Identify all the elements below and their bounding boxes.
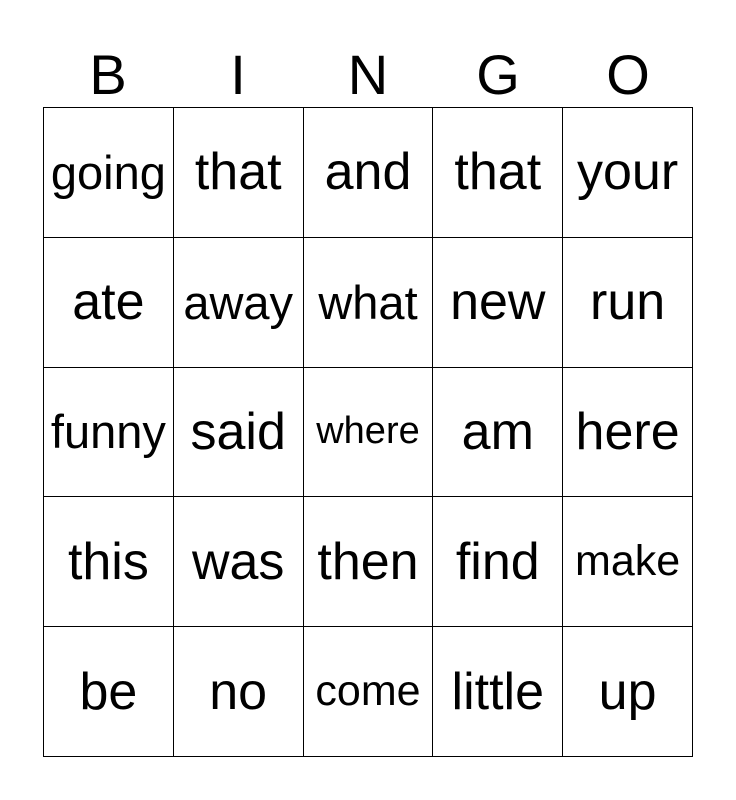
- bingo-cell[interactable]: up: [563, 627, 693, 757]
- bingo-cell[interactable]: said: [174, 368, 304, 498]
- header-letter-g: G: [476, 43, 520, 106]
- header-letter-i: I: [230, 43, 246, 106]
- bingo-cell[interactable]: little: [433, 627, 563, 757]
- bingo-cell[interactable]: find: [433, 497, 563, 627]
- bingo-cell[interactable]: funny: [44, 368, 174, 498]
- header-letter-b: B: [89, 43, 127, 106]
- bingo-cell[interactable]: going: [44, 108, 174, 238]
- bingo-cell[interactable]: then: [304, 497, 434, 627]
- bingo-cell[interactable]: that: [174, 108, 304, 238]
- bingo-cell[interactable]: ate: [44, 238, 174, 368]
- bingo-cell[interactable]: that: [433, 108, 563, 238]
- bingo-cell[interactable]: run: [563, 238, 693, 368]
- bingo-cell[interactable]: am: [433, 368, 563, 498]
- bingo-card-grid: [43, 107, 693, 757]
- bingo-cell[interactable]: make: [563, 497, 693, 627]
- bingo-cell[interactable]: this: [44, 497, 174, 627]
- bingo-cell[interactable]: here: [563, 368, 693, 498]
- header-letter-o: O: [606, 43, 650, 106]
- bingo-cell[interactable]: away: [174, 238, 304, 368]
- bingo-cell[interactable]: new: [433, 238, 563, 368]
- bingo-cell[interactable]: be: [44, 627, 174, 757]
- bingo-cell[interactable]: where: [304, 368, 434, 498]
- bingo-cell[interactable]: come: [304, 627, 434, 757]
- bingo-cell[interactable]: was: [174, 497, 304, 627]
- bingo-cell[interactable]: your: [563, 108, 693, 238]
- header-letter-n: N: [347, 43, 389, 106]
- bingo-cell[interactable]: what: [304, 238, 434, 368]
- bingo-cell[interactable]: and: [304, 108, 434, 238]
- bingo-header: [43, 44, 693, 106]
- bingo-cell[interactable]: no: [174, 627, 304, 757]
